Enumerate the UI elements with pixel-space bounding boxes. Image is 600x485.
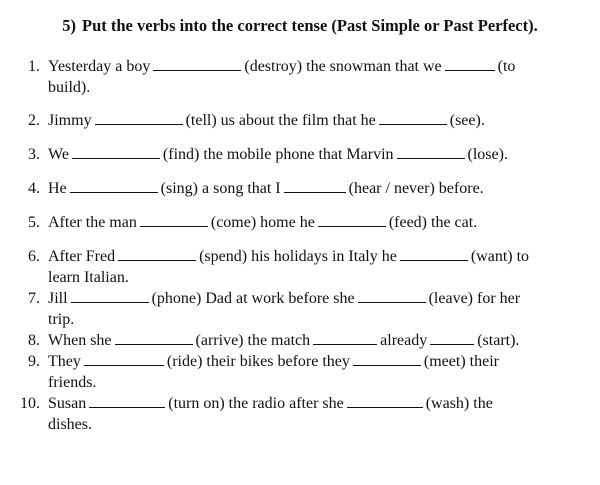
answer-blank[interactable] xyxy=(318,225,386,227)
exercise-line-continued: build). xyxy=(48,79,91,96)
item-number: 4. xyxy=(28,180,40,197)
answer-blank[interactable] xyxy=(72,157,160,159)
exercise-line xyxy=(48,290,520,308)
exercise-line-continued: trip. xyxy=(48,311,75,328)
answer-blank[interactable] xyxy=(397,157,465,159)
sentence-text: Susan xyxy=(48,395,87,412)
item-number: 6. xyxy=(28,248,40,265)
item-number: 8. xyxy=(28,332,40,349)
sentence-text: (tell) us about the film that he xyxy=(185,112,376,129)
answer-blank[interactable] xyxy=(400,259,468,261)
exercise-line xyxy=(48,180,484,198)
answer-blank[interactable] xyxy=(353,364,421,366)
exercise-title xyxy=(0,16,600,36)
item-number: 7. xyxy=(28,290,40,307)
exercise-line-continued: learn Italian. xyxy=(48,269,129,286)
exercise-number: 5) xyxy=(62,16,76,35)
sentence-text: (sing) a song that I xyxy=(160,180,281,197)
sentence-text: When she xyxy=(48,332,112,349)
exercise-line-continued: dishes. xyxy=(48,416,92,433)
answer-blank[interactable] xyxy=(70,191,158,193)
answer-blank[interactable] xyxy=(153,69,241,71)
sentence-text: (turn on) the radio after she xyxy=(168,395,344,412)
answer-blank[interactable] xyxy=(358,301,426,303)
answer-blank[interactable] xyxy=(89,406,165,408)
sentence-text: After Fred xyxy=(48,248,116,265)
item-number: 2. xyxy=(28,112,40,129)
answer-blank[interactable] xyxy=(71,301,149,303)
exercise-instruction: Put the verbs into the correct tense (Past Simple or Past Perfect). xyxy=(82,16,538,35)
exercise-line xyxy=(48,395,493,413)
sentence-text: (lose). xyxy=(467,146,508,163)
answer-blank[interactable] xyxy=(140,225,208,227)
answer-blank[interactable] xyxy=(347,406,423,408)
sentence-text: Jimmy xyxy=(48,112,92,129)
sentence-text: They xyxy=(48,353,81,370)
answer-blank[interactable] xyxy=(118,259,196,261)
sentence-text: (want) to xyxy=(470,248,530,265)
sentence-text: (ride) their bikes before they xyxy=(166,353,350,370)
answer-blank[interactable] xyxy=(284,191,346,193)
sentence-text: (spend) his holidays in Italy he xyxy=(199,248,397,265)
answer-blank[interactable] xyxy=(430,343,474,345)
answer-blank[interactable] xyxy=(445,69,495,71)
sentence-text: already xyxy=(380,332,428,349)
exercise-line xyxy=(48,112,485,130)
answer-blank[interactable] xyxy=(313,343,377,345)
sentence-text: Yesterday a boy xyxy=(48,58,151,75)
exercise-line xyxy=(48,332,519,350)
exercise-line xyxy=(48,248,529,266)
sentence-text: (hear / never) before. xyxy=(348,180,484,197)
answer-blank[interactable] xyxy=(95,123,183,125)
sentence-text: (phone) Dad at work before she xyxy=(151,290,355,307)
exercise-line xyxy=(48,58,515,76)
answer-blank[interactable] xyxy=(84,364,164,366)
item-number: 10. xyxy=(20,395,40,412)
sentence-text: (leave) for her xyxy=(428,290,521,307)
sentence-text: (wash) the xyxy=(425,395,493,412)
exercise-line xyxy=(48,146,508,164)
item-number: 5. xyxy=(28,214,40,231)
sentence-text: He xyxy=(48,180,67,197)
sentence-text: We xyxy=(48,146,69,163)
exercise-line xyxy=(48,353,499,371)
sentence-text: (feed) the cat. xyxy=(388,214,478,231)
item-number: 1. xyxy=(28,58,40,75)
sentence-text: (destroy) the snowman that we xyxy=(244,58,442,75)
item-number: 3. xyxy=(28,146,40,163)
sentence-text: (start). xyxy=(477,332,520,349)
sentence-text: After the man xyxy=(48,214,137,231)
answer-blank[interactable] xyxy=(115,343,193,345)
sentence-text: (find) the mobile phone that Marvin xyxy=(162,146,394,163)
exercise-line-continued: friends. xyxy=(48,374,97,391)
sentence-text: (see). xyxy=(449,112,485,129)
sentence-text: Jill xyxy=(48,290,68,307)
answer-blank[interactable] xyxy=(379,123,447,125)
sentence-text: (meet) their xyxy=(423,353,499,370)
sentence-text: (to xyxy=(497,58,516,75)
exercise-line xyxy=(48,214,477,232)
sentence-text: (arrive) the match xyxy=(195,332,311,349)
sentence-text: (come) home he xyxy=(210,214,315,231)
item-number: 9. xyxy=(28,353,40,370)
